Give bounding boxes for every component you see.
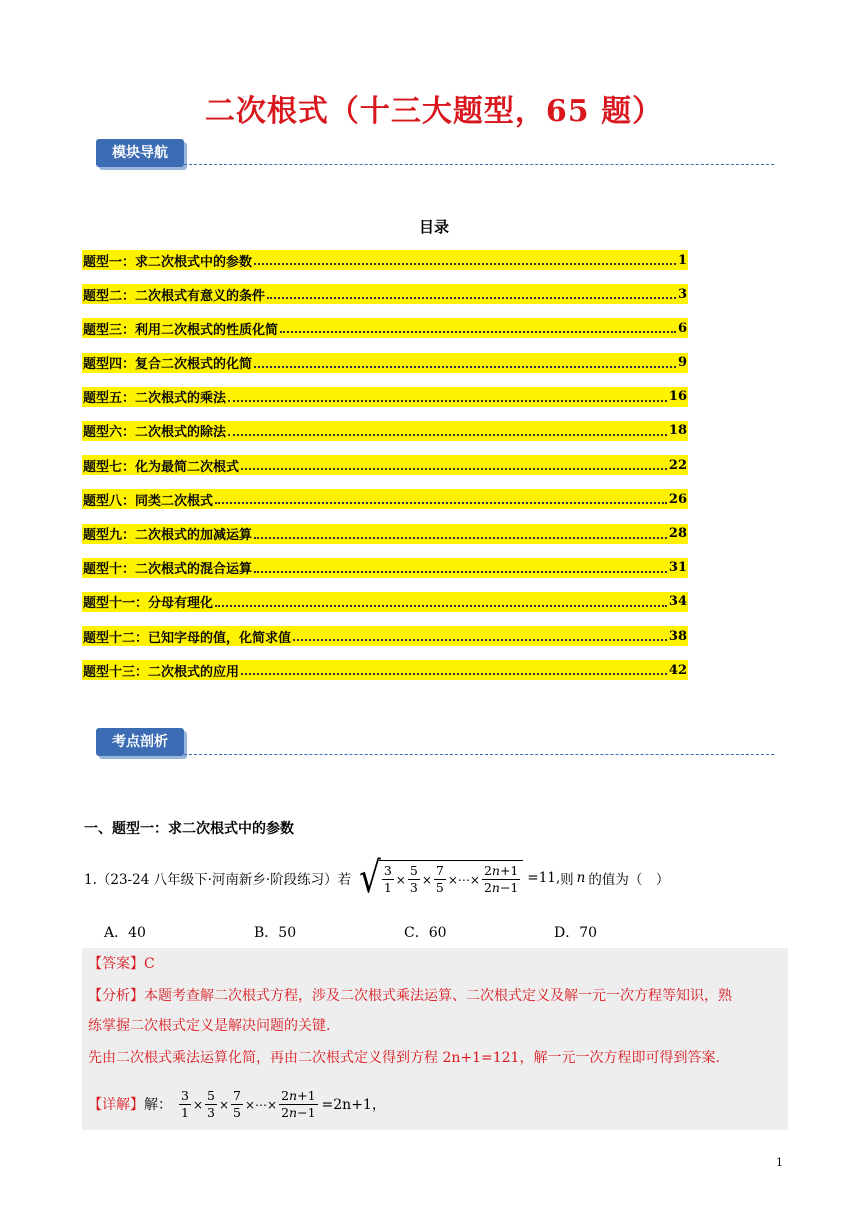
equation-value: =11, <box>527 870 561 886</box>
answer-options <box>104 922 704 942</box>
analysis-line-3: 先由二次根式乘法运算化简，再由二次根式定义得到方程 2n+1=121，解一元一次方程即可得到答案. <box>88 1050 720 1066</box>
section-divider <box>184 164 774 165</box>
toc-item-label: 题型五：二次根式的乘法 <box>83 391 227 407</box>
toc-item-page: 38 <box>668 628 687 644</box>
toc-item[interactable] <box>82 660 688 680</box>
option-a[interactable]: A．40 <box>104 925 146 941</box>
detail-text: 解： <box>144 1096 172 1113</box>
toc-item[interactable] <box>82 284 688 304</box>
toc-item-page: 42 <box>668 662 687 678</box>
question-suffix: 则 <box>560 872 574 888</box>
toc-item-page: 31 <box>668 560 687 576</box>
toc-item[interactable] <box>82 250 688 270</box>
toc-item-label: 题型十二：已知字母的值，化简求值 <box>83 630 292 646</box>
toc-item[interactable] <box>82 421 688 441</box>
toc-item-label: 题型三：利用二次根式的性质化简 <box>83 322 279 338</box>
sqrt-symbol: √ <box>359 853 381 903</box>
toc-item-label: 题型七：化为最简二次根式 <box>83 459 240 475</box>
question-type-heading: 一、题型一：求二次根式中的参数 <box>84 821 294 837</box>
toc-dot-leader <box>215 490 667 504</box>
question-suffix2: 的值为（ ） <box>588 872 670 888</box>
toc-item-label: 题型十三：二次根式的应用 <box>83 664 240 680</box>
toc-item-label: 题型六：二次根式的除法 <box>83 425 227 441</box>
toc-item[interactable] <box>82 558 688 578</box>
toc-item[interactable] <box>82 387 688 407</box>
toc-item-page: 9 <box>677 355 687 371</box>
toc-dot-leader <box>241 456 667 470</box>
page-number: 1 <box>776 1156 783 1169</box>
answer-box <box>82 948 788 1130</box>
question-prefix: 1.（23-24 八年级下·河南新乡·阶段练习）若 <box>84 872 352 888</box>
toc-item-page: 18 <box>668 423 687 439</box>
option-d[interactable]: D．70 <box>554 925 598 941</box>
toc-dot-leader <box>254 525 667 539</box>
toc-item-label: 题型四：复合二次根式的化简 <box>83 357 253 373</box>
section-tab-nav: 模块导航 <box>96 139 184 167</box>
toc-item[interactable] <box>82 455 688 475</box>
section-tab-analysis: 考点剖析 <box>96 728 184 756</box>
toc-dot-leader <box>254 251 676 265</box>
toc-item-page: 26 <box>668 491 687 507</box>
toc-item-page: 1 <box>677 252 687 268</box>
toc-item[interactable] <box>82 524 688 544</box>
sqrt-expression: √ $\frac{3}{1}$ × $\frac{5}{3}$ × $\frac{7}{5}$ ×⋯× $\frac{2n+1}{2n-1}$ <box>359 860 523 896</box>
toc-dot-leader <box>293 627 667 641</box>
table-of-contents <box>82 250 688 694</box>
option-c[interactable]: C．60 <box>404 925 447 941</box>
toc-item-page: 34 <box>668 594 687 610</box>
answer-line: 【答案】C <box>88 956 155 972</box>
toc-item-label: 题型一：求二次根式中的参数 <box>83 254 253 270</box>
toc-item-label: 题型十一：分母有理化 <box>83 596 214 612</box>
toc-dot-leader <box>228 422 667 436</box>
toc-dot-leader <box>280 319 676 333</box>
question-1 <box>84 853 784 903</box>
toc-dot-leader <box>254 559 667 573</box>
toc-dot-leader <box>254 354 676 368</box>
detail-expression: $\frac{3}{1}$ × $\frac{5}{3}$ × $\frac{7}{5}$ ×⋯× $\frac{2n+1}{2n-1}$ <box>181 1088 316 1120</box>
detail-line <box>88 1088 386 1121</box>
toc-item-page: 3 <box>677 286 687 302</box>
toc-item-page: 22 <box>668 457 687 473</box>
variable-n: n <box>576 870 586 886</box>
analysis-line-2: 练掌握二次根式定义是解决问题的关键. <box>88 1018 331 1034</box>
detail-prefix: 【详解】 <box>88 1096 144 1113</box>
toc-item[interactable] <box>82 489 688 509</box>
toc-dot-leader <box>241 661 667 675</box>
option-b[interactable]: B．50 <box>254 925 297 941</box>
page-title: 二次根式（十三大题型，65 题） <box>204 94 664 129</box>
toc-item[interactable] <box>82 626 688 646</box>
toc-item-label: 题型九：二次根式的加减运算 <box>83 528 253 543</box>
detail-result: =2n+1， <box>321 1096 386 1113</box>
toc-dot-leader <box>267 285 676 299</box>
toc-heading: 目录 <box>418 218 449 236</box>
toc-item-page: 6 <box>677 320 687 336</box>
toc-item-label: 题型八：同类二次根式 <box>83 493 214 509</box>
analysis-line-1: 【分析】本题考查解二次根式方程，涉及二次根式乘法运算、二次根式定义及解一元一次方程等知识，熟 <box>88 988 732 1004</box>
toc-item-page: 28 <box>668 526 687 541</box>
toc-dot-leader <box>215 593 667 607</box>
toc-dot-leader <box>228 388 667 402</box>
toc-item-page: 16 <box>668 389 687 405</box>
toc-item[interactable] <box>82 592 688 612</box>
toc-item-label: 题型二：二次根式有意义的条件 <box>83 288 266 304</box>
toc-item[interactable] <box>82 318 688 338</box>
toc-item[interactable] <box>82 353 688 373</box>
toc-item-label: 题型十：二次根式的混合运算 <box>83 562 253 578</box>
section-divider <box>184 754 774 755</box>
